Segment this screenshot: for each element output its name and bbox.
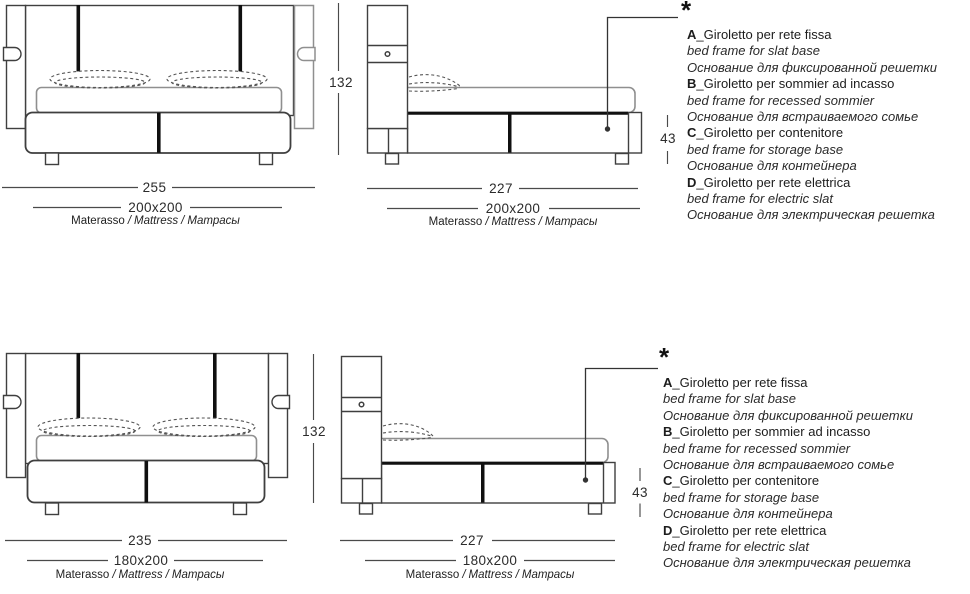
caption-ru: Матрасы bbox=[521, 569, 575, 581]
base-frame bbox=[408, 113, 642, 154]
legend-item-title: C_Giroletto per contenitore bbox=[687, 125, 844, 141]
foot bbox=[616, 154, 629, 165]
legend-key: C bbox=[687, 125, 697, 141]
slash: / bbox=[181, 215, 185, 227]
footnote-asterisk: * bbox=[681, 0, 692, 25]
frame-height-label: 43 bbox=[632, 484, 648, 500]
headboard-strap bbox=[77, 353, 81, 423]
right-wing-handle bbox=[272, 396, 289, 409]
headboard-leg bbox=[342, 479, 382, 504]
right-wing-panel bbox=[295, 6, 314, 129]
base-divider bbox=[145, 461, 149, 503]
caption-ru: Матрасы bbox=[544, 216, 598, 228]
left-wing-handle bbox=[4, 48, 22, 61]
height-label: 132 bbox=[302, 424, 326, 439]
slash: / bbox=[462, 569, 466, 581]
caption-it: Materasso bbox=[71, 215, 125, 227]
caption-ru: Матрасы bbox=[187, 215, 240, 227]
legend-item-ru: Основание для контейнера bbox=[663, 506, 833, 522]
legend-key: C bbox=[663, 473, 673, 489]
legend-item-ru: Основание для встраиваемого сомье bbox=[663, 457, 895, 473]
caption-ru: Матрасы bbox=[171, 569, 225, 581]
headboard-strap bbox=[77, 5, 81, 75]
legend-item-title: B_Giroletto per sommier ad incasso bbox=[687, 76, 895, 92]
headboard-strap bbox=[239, 5, 243, 75]
side-view-200x200 bbox=[368, 6, 679, 165]
foot bbox=[386, 154, 399, 165]
legend-item-en: bed frame for slat base bbox=[663, 391, 796, 407]
front-view-200x200 bbox=[4, 5, 316, 165]
headboard-leg bbox=[368, 129, 408, 154]
legend-key: D bbox=[687, 174, 697, 190]
mattress-caption bbox=[71, 215, 240, 227]
pillow-outline bbox=[409, 83, 460, 87]
caption-en: Mattress bbox=[118, 569, 163, 581]
legend-key: B bbox=[663, 424, 673, 440]
foot bbox=[589, 504, 602, 515]
caption-en: Mattress bbox=[468, 569, 513, 581]
left-wing-handle bbox=[4, 396, 22, 409]
frame-height-label: 43 bbox=[660, 131, 676, 146]
legend-item-title: B_Giroletto per sommier ad incasso bbox=[663, 424, 871, 440]
foot bbox=[234, 503, 247, 515]
legend-item-en: bed frame for storage base bbox=[687, 141, 844, 157]
caption-it: Materasso bbox=[428, 216, 483, 228]
front-view-180x200 bbox=[4, 353, 290, 515]
headboard-column bbox=[368, 6, 408, 129]
legend-bottom bbox=[663, 375, 913, 572]
legend-item-title: C_Giroletto per contenitore bbox=[663, 473, 820, 489]
legend-item-ru: Основание для электрическая решетка bbox=[687, 207, 935, 223]
slash: / bbox=[538, 216, 542, 228]
foot bbox=[46, 503, 59, 515]
overall-width-label: 235 bbox=[128, 533, 152, 548]
slash: / bbox=[485, 216, 489, 228]
legend-top bbox=[687, 27, 937, 224]
foot bbox=[360, 504, 373, 515]
base-divider bbox=[157, 113, 161, 153]
mattress-size-label: 200x200 bbox=[485, 201, 541, 216]
legend-item-ru: Основание для контейнера bbox=[687, 158, 857, 174]
caption-it: Materasso bbox=[405, 569, 460, 581]
legend-item-title: D_Giroletto per rete elettrica bbox=[687, 174, 851, 190]
legend-item-en: bed frame for slat base bbox=[687, 43, 820, 59]
mattress-caption bbox=[406, 569, 575, 581]
mattress-size-label: 180x200 bbox=[462, 553, 518, 568]
legend-key: A bbox=[663, 375, 673, 390]
slash: / bbox=[515, 569, 519, 581]
left-wing-panel bbox=[7, 354, 26, 478]
left-wing-panel bbox=[7, 6, 26, 129]
headboard-column bbox=[342, 357, 382, 479]
legend-item-en: bed frame for electric slat bbox=[687, 191, 833, 207]
headboard-strap bbox=[213, 353, 217, 423]
foot bbox=[46, 153, 59, 165]
overall-width-label: 255 bbox=[142, 180, 167, 195]
side-view-180x200 bbox=[342, 357, 659, 515]
legend-item-en: bed frame for recessed sommier bbox=[687, 92, 875, 108]
mattress-size-label: 200x200 bbox=[128, 200, 183, 215]
right-wing-panel bbox=[269, 354, 288, 478]
caption-it: Materasso bbox=[55, 569, 110, 581]
legend-item-ru: Основание для встраиваемого сомье bbox=[687, 109, 919, 125]
caption-en: Mattress bbox=[134, 215, 179, 227]
overall-depth-label: 227 bbox=[460, 533, 484, 548]
legend-key: D bbox=[663, 522, 673, 538]
caption-en: Mattress bbox=[491, 216, 536, 228]
footnote-asterisk: * bbox=[659, 342, 670, 372]
legend-item-ru: Основание для фиксированной решетки bbox=[663, 407, 913, 423]
callout-dot bbox=[583, 477, 588, 482]
mattress-caption bbox=[56, 569, 225, 581]
base-frame bbox=[382, 463, 616, 504]
slash: / bbox=[165, 569, 169, 581]
legend-item-ru: Основание для фиксированной решетки bbox=[687, 59, 937, 75]
legend-item-title: A_Giroletto per rete fissa bbox=[663, 375, 808, 390]
overall-depth-label: 227 bbox=[489, 181, 513, 196]
slash: / bbox=[112, 569, 116, 581]
legend-item-ru: Основание для электрическая решетка bbox=[663, 555, 911, 571]
right-wing-handle bbox=[298, 48, 315, 61]
callout-dot bbox=[605, 126, 610, 131]
legend-item-title: A_Giroletto per rete fissa bbox=[687, 27, 832, 42]
pillow-outline bbox=[383, 432, 433, 437]
legend-item-en: bed frame for recessed sommier bbox=[663, 440, 851, 456]
legend-item-en: bed frame for storage base bbox=[663, 489, 820, 505]
base-divider bbox=[481, 463, 485, 503]
legend-key: A bbox=[687, 27, 697, 42]
legend-key: B bbox=[687, 76, 697, 92]
legend-item-title: D_Giroletto per rete elettrica bbox=[663, 522, 827, 538]
mattress bbox=[366, 439, 608, 463]
base-divider bbox=[508, 113, 512, 153]
foot bbox=[260, 153, 273, 165]
height-label: 132 bbox=[329, 74, 353, 90]
pillow-outline bbox=[409, 75, 460, 86]
mattress bbox=[37, 88, 282, 114]
mattress-size-label: 180x200 bbox=[113, 553, 169, 568]
mattress bbox=[37, 436, 257, 462]
mattress-caption bbox=[429, 216, 598, 228]
slash: / bbox=[127, 215, 132, 227]
legend-item-en: bed frame for electric slat bbox=[663, 539, 809, 555]
pillow-outline bbox=[383, 424, 433, 436]
